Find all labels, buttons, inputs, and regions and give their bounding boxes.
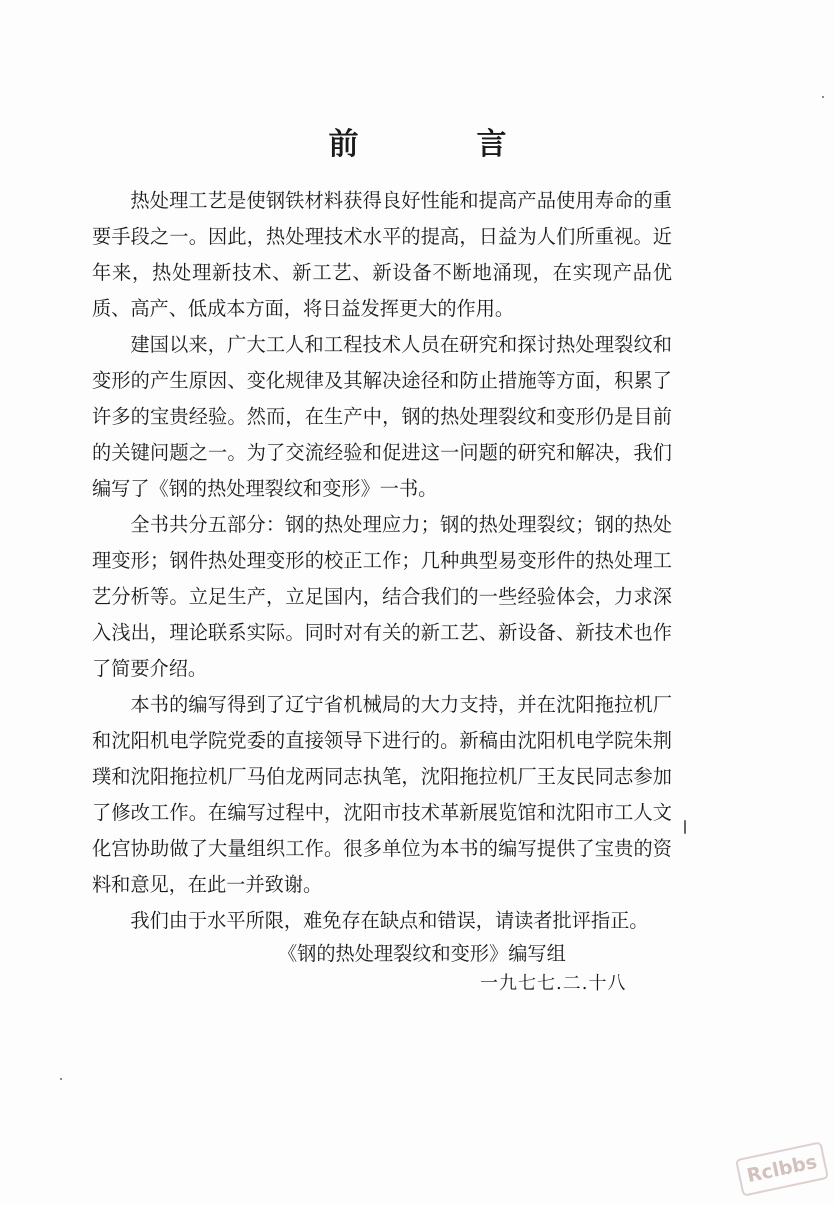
page-title: 前 言 <box>328 127 551 162</box>
paragraph-1: 热处理工艺是使钢铁材料获得良好性能和提高产品使用寿命的重要手段之一。因此，热处理技术水平的提高，日益为人们所重视。近年来，热处理新技术、新工艺、新设备不断地涌现，在实现产品优质、高产、低成本方面，将日益发挥更大的作用。 <box>92 189 672 320</box>
watermark-logo: Rclbbs <box>735 1141 829 1196</box>
paragraph-3: 全书共分五部分：钢的热处理应力；钢的热处理裂纹；钢的热处理变形；钢件热处理变形的校正工作；几种典型易变形件的热处理工艺分析等。立足生产，立足国内，结合我们的一些经验体会，力求深入浅出，理论联系实际。同时对有关的新工艺、新设备、新技术也作了简要介绍。 <box>92 513 672 680</box>
preface-body <box>92 183 672 939</box>
signature-date: 一九七七.二.十八 <box>480 973 627 994</box>
scan-speck <box>60 1078 62 1080</box>
paragraph-2: 建国以来，广大工人和工程技术人员在研究和探讨热处理裂纹和变形的产生原因、变化规律及其解决途径和防止措施等方面，积累了许多的宝贵经验。然而，在生产中，钢的热处理裂纹和变形仍是目前的关键问题之一。为了交流经验和促进这一问题的研究和解决，我们编写了《钢的热处理裂纹和变形》一书。 <box>92 333 672 500</box>
paragraph-4: 本书的编写得到了辽宁省机械局的大力支持，并在沈阳拖拉机厂和沈阳机电学院党委的直接领导下进行的。新稿由沈阳机电学院朱荆璞和沈阳拖拉机厂马伯龙两同志执笔，沈阳拖拉机厂王友民同志参加了修改工作。在编写过程中，沈阳市技术革新展览馆和沈阳市工人文化宫协助做了大量组织工作。很多单位为本书的编写提供了宝贵的资料和意见，在此一并致谢。 <box>92 693 672 896</box>
scan-speck <box>822 96 824 98</box>
signature: 《钢的热处理裂纹和变形》编写组 <box>278 942 566 965</box>
paragraph-5: 我们由于水平所限，难免存在缺点和错误，请读者批评指正。 <box>130 909 649 932</box>
scan-speck <box>684 820 686 834</box>
